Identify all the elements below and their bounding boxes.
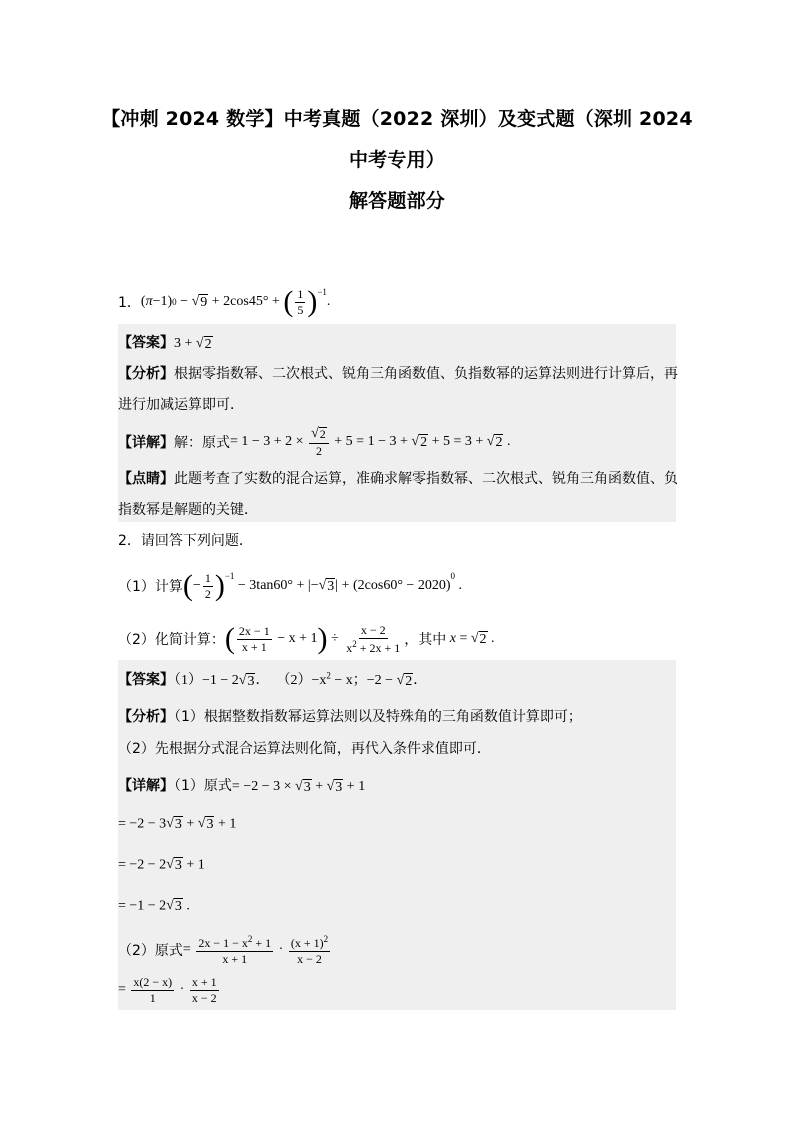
question-2 (118, 530, 676, 550)
q1-comment-line2: 指数幂是解题的关键． (118, 502, 258, 518)
question-number: 2． (118, 533, 141, 549)
detail-tag: 【详解】 (118, 435, 174, 451)
q2-detail-line3: = −2 − 2 √ 3 + 1 (118, 857, 205, 873)
q2-analysis-line1: （1）根据整数指数幂运算法则以及特殊角的三角函数值计算即可； (174, 709, 582, 725)
q2-detail-part2-line1: （2）原式 = $\frac{2x - 1 - x^2 + 1}{x + 1}$ · $\frac{(x + 1)^2}{x - 2}$ (118, 933, 329, 966)
part2-where: ，其中 (404, 632, 447, 648)
detail-prefix: 解：原式 (174, 435, 230, 451)
q1-solution-block (118, 324, 676, 522)
q2-analysis-line2: （2）先根据分式混合运算法则化简，再代入条件求值即可． (118, 741, 491, 757)
q1-analysis-line2: 进行加减运算即可． (118, 397, 244, 413)
answer-tag: 【答案】 (118, 335, 174, 351)
detail-part2-prefix: （2）原式 (118, 943, 183, 959)
question-1 (118, 282, 676, 322)
q1-answer: 【答案】3 + √ 2 (118, 335, 212, 352)
answer-tag: 【答案】 (118, 672, 174, 688)
q2-detail-part2-line2: = $\frac{x(2 - x)}{1}$ · $\frac{x + 1}{x - 2}$ (118, 974, 217, 1005)
analysis-tag: 【分析】 (118, 366, 174, 382)
analysis-tag: 【分析】 (118, 709, 174, 725)
part1-label: （1）计算 (118, 579, 183, 595)
question-1-expression: ( π −1) 0 − √ 9 + 2cos45° + ( $\frac{1}{5}$ ) $^{-1}$ . (140, 285, 331, 318)
q1-detail: 【详解】 解：原式 = 1 − 3 + 2 × √ 2 2 + 5 = 1 − 3 + √ 2 + 5 = 3 + √ 2 . (118, 425, 511, 458)
q2-part1: （1）计算 ( − $\frac{1}{2}$ ) $^{-1}$ − 3tan60° + |− √ 3 | + (2cos60° − 2020) $^0$ . (118, 569, 462, 602)
q1-comment (118, 468, 676, 488)
section-heading: 解答题部分 (348, 190, 445, 212)
detail-tag: 【详解】 (118, 778, 174, 794)
question-number: 1． (118, 295, 141, 311)
q2-answer: 【答案】（1）−1 − 2 √ 3 ． $(2)-x^2 - x$；−2 − √ 2 ． (118, 670, 428, 689)
q1-analysis-line1: 根据零指数幂、二次根式、锐角三角函数值、负指数幂的运算法则进行计算后，再 (174, 366, 678, 382)
title-line-2: 中考专用） (348, 149, 445, 171)
part2-label: （2）化简计算： (118, 632, 225, 648)
detail-prefix: （1）原式 (174, 778, 232, 794)
q2-detail-line4: = −1 − 2 √ 3 . (118, 898, 190, 914)
title-line-1: 【冲刺 2024 数学】中考真题（2022 深圳）及变式题（深圳 2024 (101, 108, 693, 130)
comment-tag: 【点睛】 (118, 471, 174, 487)
q2-detail-line2: = −2 − 3 √ 3 + √ 3 + 1 (118, 816, 237, 832)
q2-detail-line1: 【详解】（1）原式= −2 − 3 × √ 3 + √ 3 + 1 (118, 778, 366, 795)
q1-comment-line1: 此题考查了实数的混合运算，准确求解零指数幂、二次根式、锐角三角函数值、负 (174, 471, 678, 487)
q2-part2: （2）化简计算： ( $\frac{2x - 1}{x + 1}$ − x + 1 ) ÷ $\frac{x - 2}{x^2 + 2x + 1}$ ，其中 x = √ 2 . (118, 622, 495, 655)
q1-analysis (118, 363, 676, 383)
q2-analysis (118, 706, 676, 726)
question-2-stem: 请回答下列问题． (140, 533, 253, 549)
